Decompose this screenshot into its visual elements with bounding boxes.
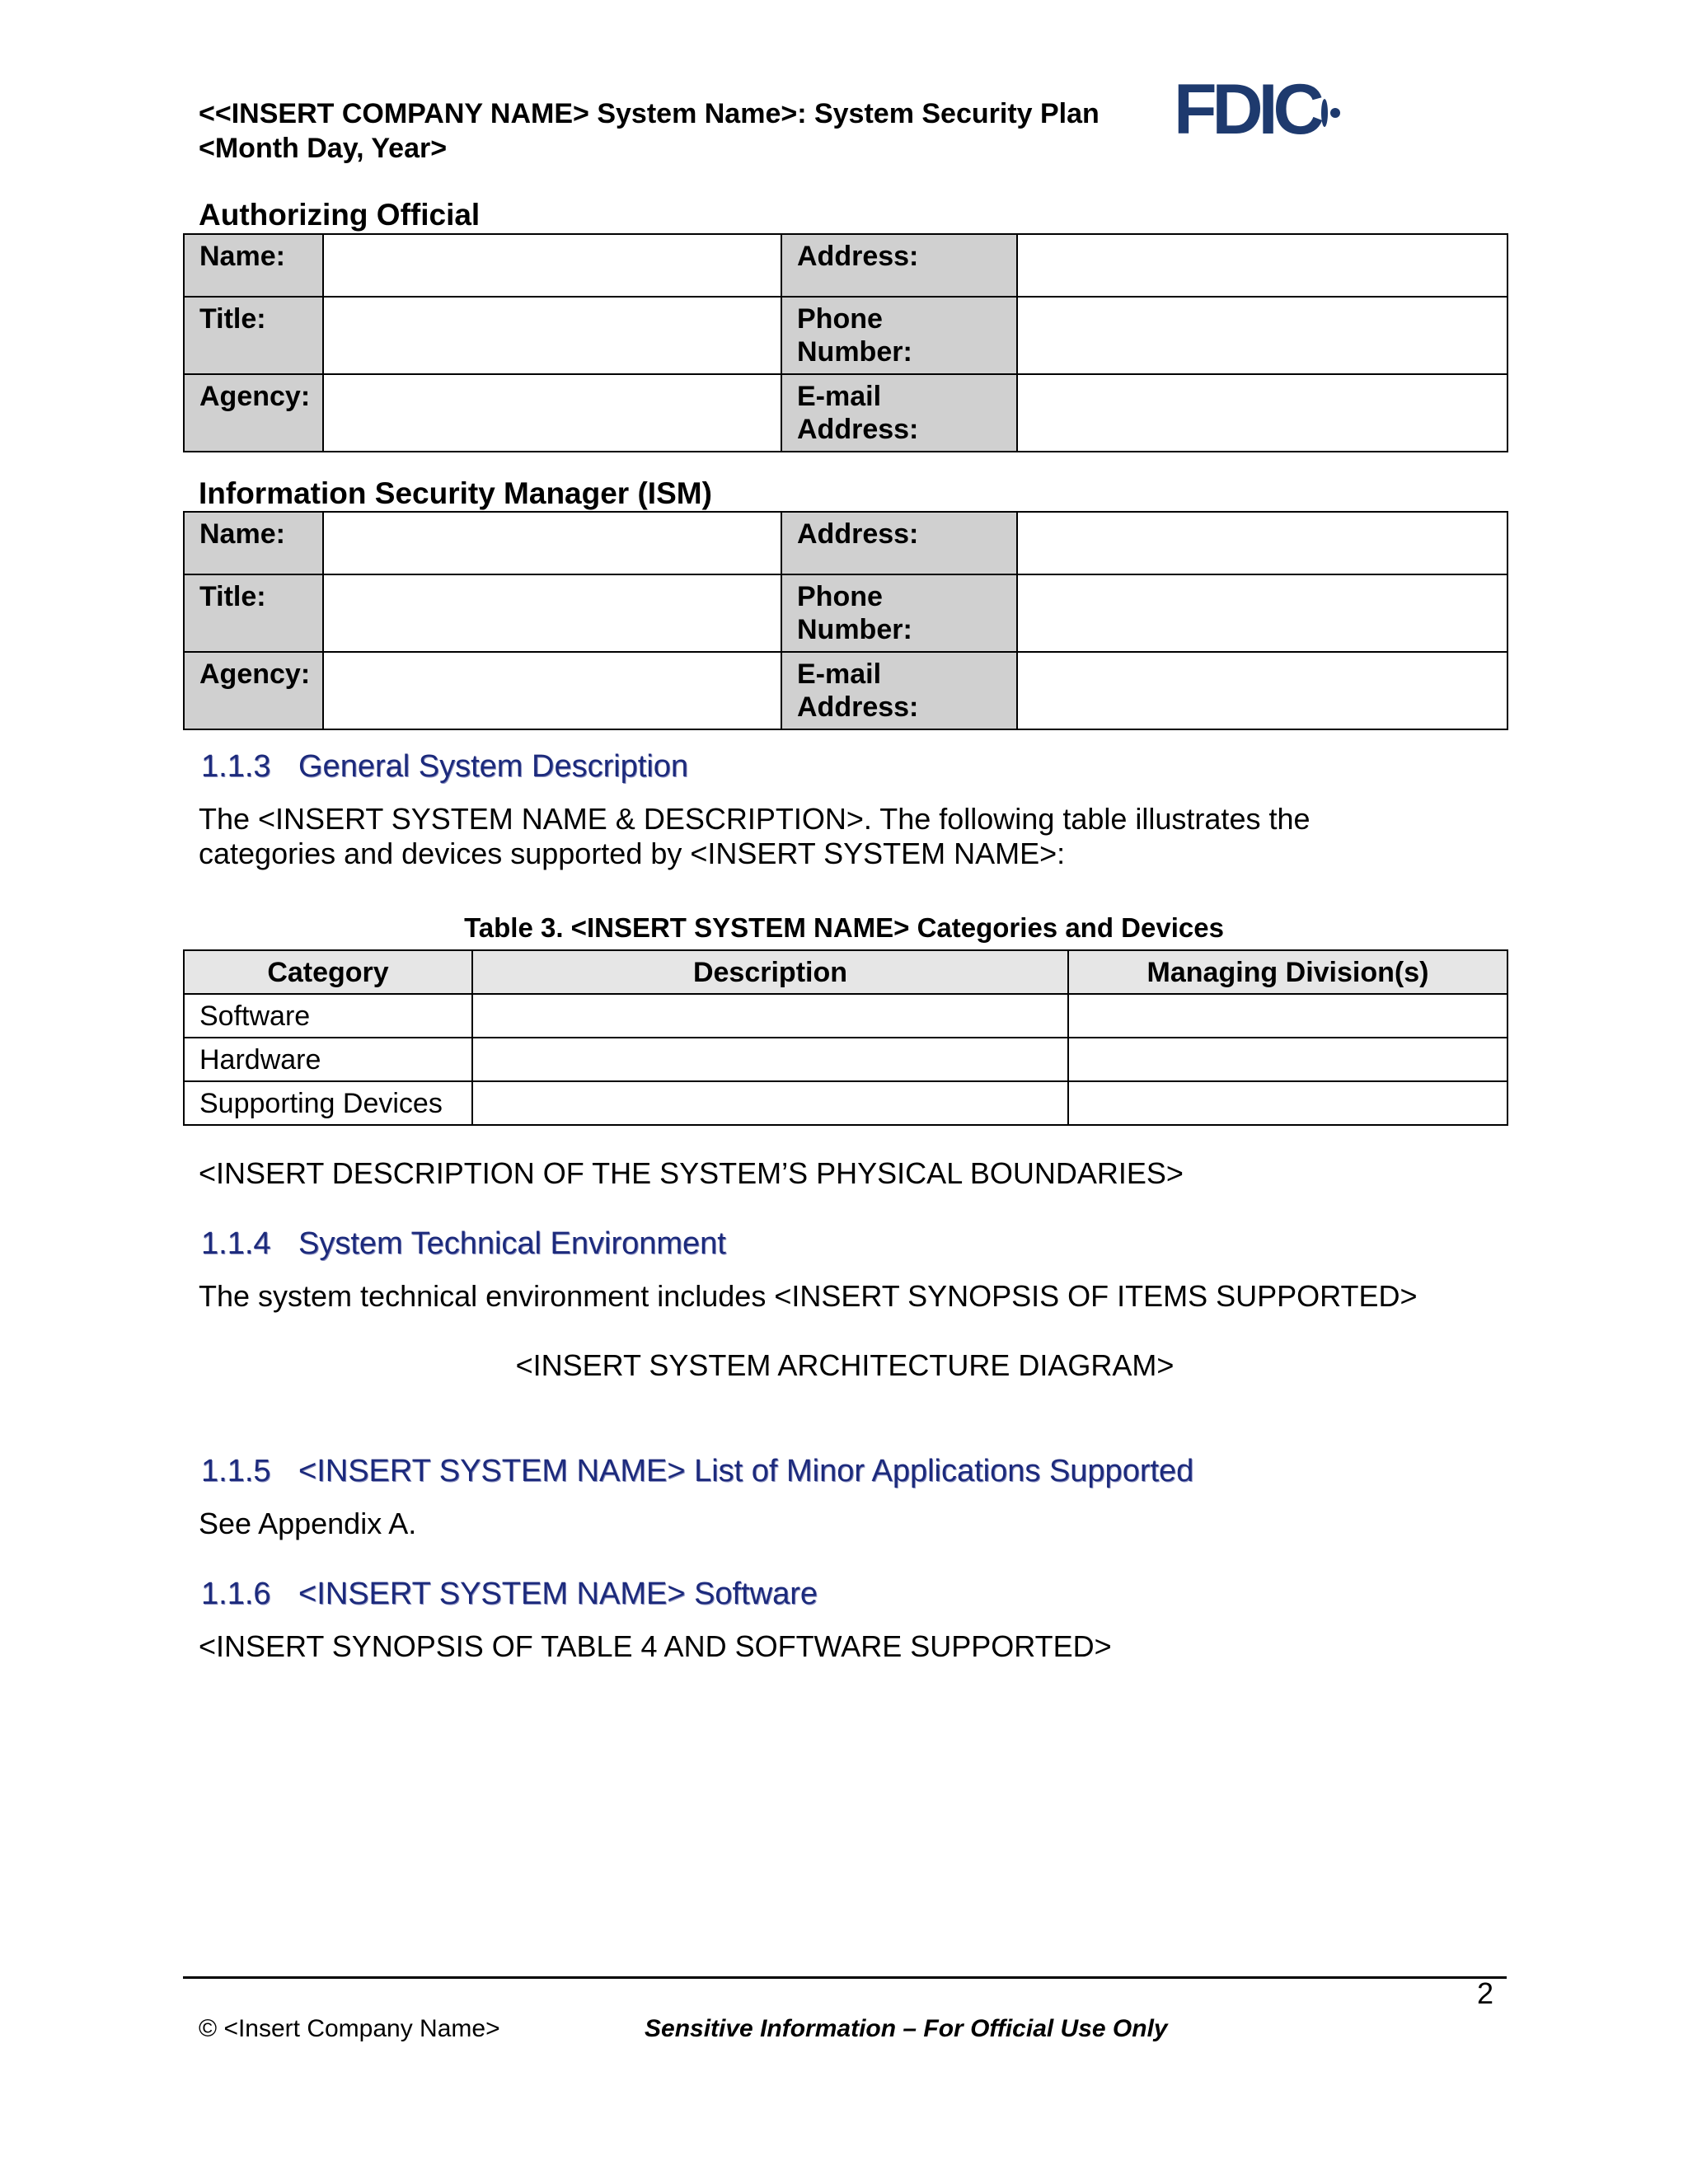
section-number: 1.1.5 <box>201 1454 271 1488</box>
section-title: <INSERT SYSTEM NAME> Software <box>298 1577 818 1611</box>
footer-copyright: © <Insert Company Name> <box>199 2015 500 2042</box>
section-number: 1.1.4 <box>201 1226 271 1261</box>
section-1-1-5-para: See Appendix A. <box>199 1507 417 1540</box>
ism-name-field[interactable] <box>323 512 781 574</box>
table-header-category: Category <box>184 950 472 994</box>
ism-phone-label: Phone Number: <box>781 574 1017 652</box>
section-1-1-3-para-line2: categories and devices supported by <INSERT SYSTEM NAME>: <box>199 837 1066 870</box>
ism-agency-field[interactable] <box>323 652 781 729</box>
table-row <box>184 1038 1507 1081</box>
ism-title-field[interactable] <box>323 574 781 652</box>
ao-address-label: Address: <box>781 234 1017 297</box>
ism-title-label: Title: <box>184 574 323 652</box>
section-title: System Technical Environment <box>298 1226 726 1261</box>
ism-email-field[interactable] <box>1017 652 1507 729</box>
table-cell-division[interactable] <box>1068 994 1507 1038</box>
ao-phone-field[interactable] <box>1017 297 1507 374</box>
section-number: 1.1.6 <box>201 1577 271 1611</box>
table-row <box>184 994 1507 1038</box>
table-row <box>184 1081 1507 1125</box>
ism-email-label-line1: E-mail <box>797 658 882 690</box>
ism-agency-label: Agency: <box>184 652 323 729</box>
ism-phone-field[interactable] <box>1017 574 1507 652</box>
section-1-1-6-heading <box>201 1575 818 1613</box>
page-number: 2 <box>1476 1976 1493 2010</box>
categories-table <box>183 949 1508 1126</box>
table-header-managing-division: Managing Division(s) <box>1068 950 1507 994</box>
table-cell-division[interactable] <box>1068 1081 1507 1125</box>
ao-title-field[interactable] <box>323 297 781 374</box>
table-caption: Table 3. <INSERT SYSTEM NAME> Categories and Devices <box>464 912 1224 943</box>
ism-email-label <box>781 652 1017 729</box>
ao-email-label-line2: Address: <box>797 414 919 445</box>
seal-icon <box>1321 99 1328 127</box>
table-cell-description[interactable] <box>472 1038 1068 1081</box>
section-title: General System Description <box>298 749 689 784</box>
table-cell-description[interactable] <box>472 1081 1068 1125</box>
footer-classification: Sensitive Information – For Official Use Only <box>645 2015 1168 2042</box>
ao-email-field[interactable] <box>1017 374 1507 452</box>
ism-name-label: Name: <box>184 512 323 574</box>
section-1-1-5-heading <box>201 1452 1193 1490</box>
ao-address-field[interactable] <box>1017 234 1507 297</box>
table-cell-category: Software <box>184 994 472 1038</box>
authorizing-official-table <box>183 233 1508 452</box>
table-header-description: Description <box>472 950 1068 994</box>
section-1-1-4-heading <box>201 1225 726 1263</box>
document-date: <Month Day, Year> <box>199 133 448 164</box>
physical-boundaries-text: <INSERT DESCRIPTION OF THE SYSTEM’S PHYSICAL BOUNDARIES> <box>199 1156 1184 1190</box>
ao-email-label <box>781 374 1017 452</box>
ism-address-field[interactable] <box>1017 512 1507 574</box>
document-title: <<INSERT COMPANY NAME> System Name>: System Security Plan <box>199 98 1100 129</box>
ao-agency-label: Agency: <box>184 374 323 452</box>
section-number: 1.1.3 <box>201 749 271 784</box>
section-title: <INSERT SYSTEM NAME> List of Minor Applications Supported <box>298 1454 1194 1488</box>
ism-email-label-line2: Address: <box>797 691 919 723</box>
section-1-1-3-para-line1: The <INSERT SYSTEM NAME & DESCRIPTION>. The following table illustrates the <box>199 802 1311 836</box>
authorizing-official-heading: Authorizing Official <box>199 198 481 232</box>
ao-name-field[interactable] <box>323 234 781 297</box>
section-1-1-6-para: <INSERT SYNOPSIS OF TABLE 4 AND SOFTWARE SUPPORTED> <box>199 1629 1112 1663</box>
table-cell-category: Supporting Devices <box>184 1081 472 1125</box>
ism-address-label: Address: <box>781 512 1017 574</box>
ao-title-label: Title: <box>184 297 323 374</box>
ism-table <box>183 511 1508 730</box>
ao-phone-label: Phone Number: <box>781 297 1017 374</box>
footer-divider <box>183 1976 1507 1979</box>
table-cell-description[interactable] <box>472 994 1068 1038</box>
table-cell-division[interactable] <box>1068 1038 1507 1081</box>
ao-email-label-line1: E-mail <box>797 381 882 412</box>
section-1-1-4-para: The system technical environment includes <INSERT SYNOPSIS OF ITEMS SUPPORTED> <box>199 1279 1418 1313</box>
table-header-row <box>184 950 1507 994</box>
architecture-diagram-placeholder: <INSERT SYSTEM ARCHITECTURE DIAGRAM> <box>515 1348 1175 1382</box>
section-1-1-3-heading <box>201 748 688 785</box>
fdic-logo <box>1174 70 1320 149</box>
ao-agency-field[interactable] <box>323 374 781 452</box>
logo-text: FDIC <box>1174 70 1320 149</box>
table-cell-category: Hardware <box>184 1038 472 1081</box>
ism-heading: Information Security Manager (ISM) <box>199 476 712 510</box>
ao-name-label: Name: <box>184 234 323 297</box>
